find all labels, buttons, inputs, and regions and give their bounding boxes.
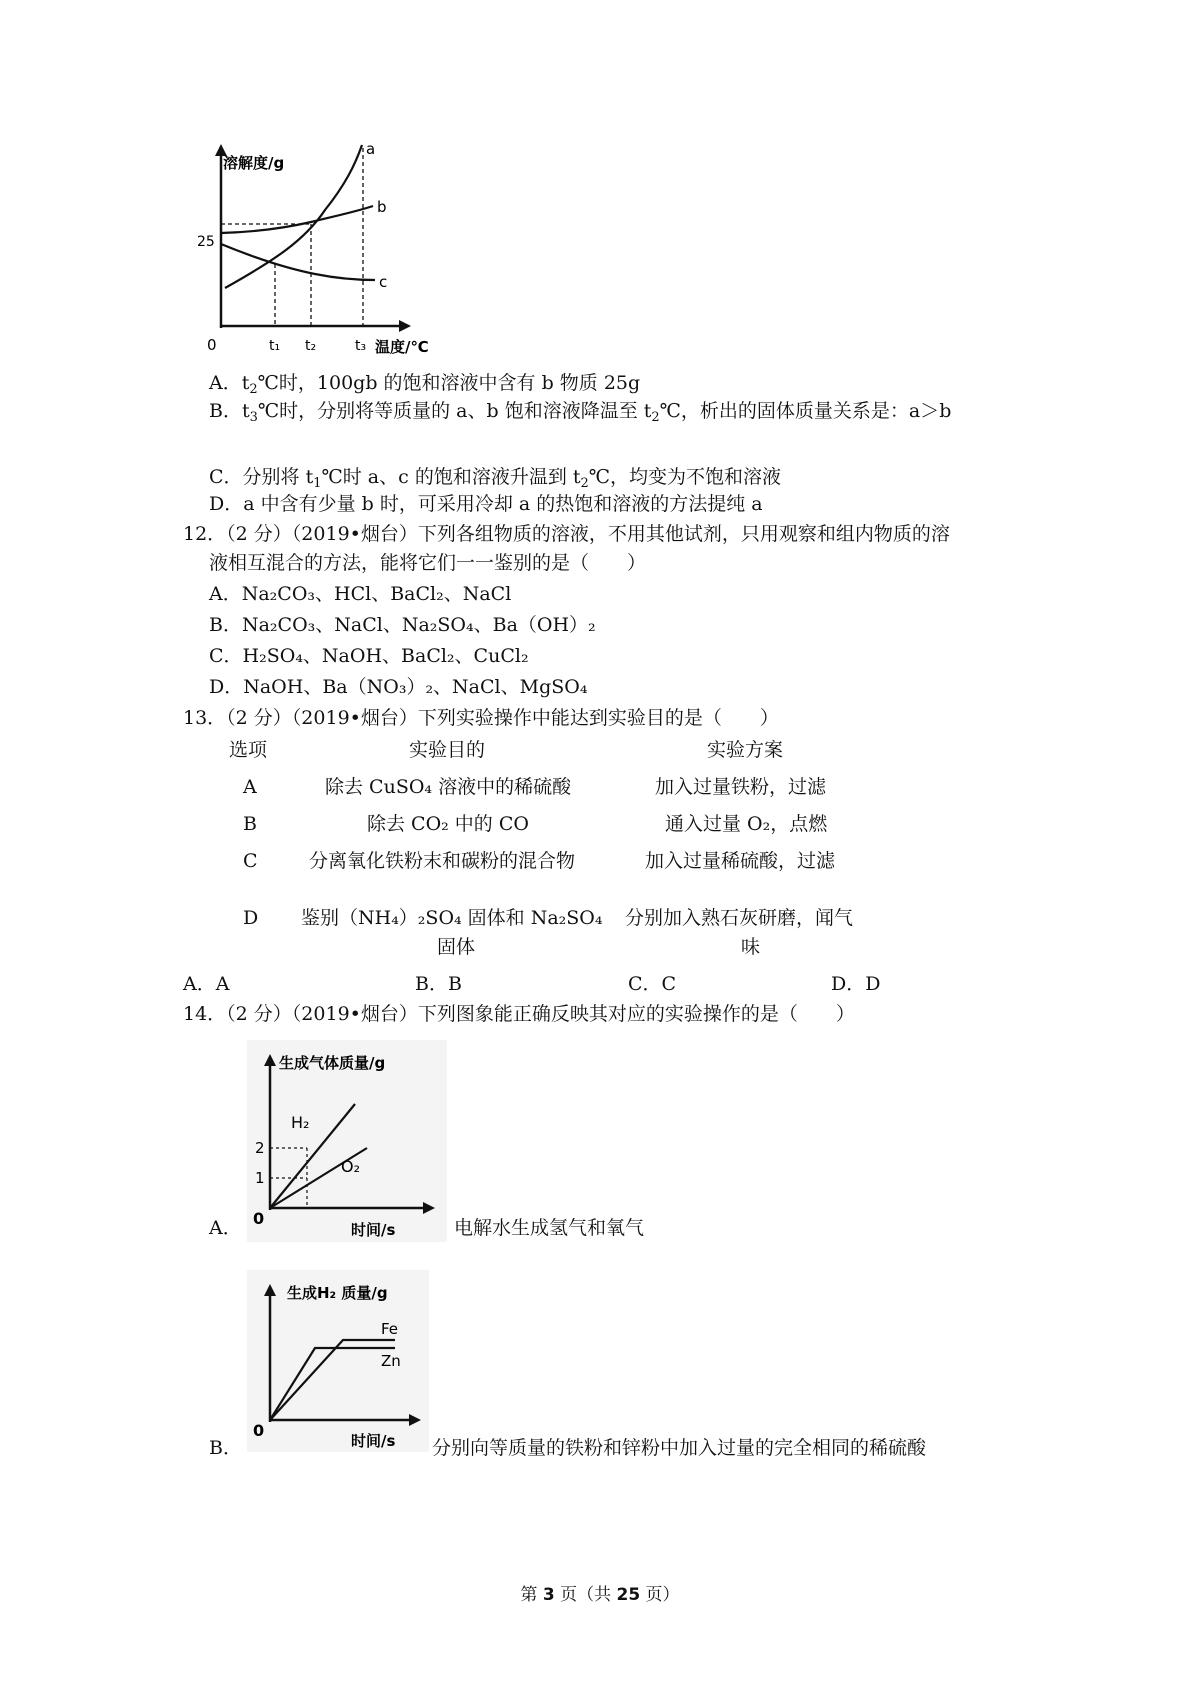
q11-option-d: D．a 中含有少量 b 时，可采用冷却 a 的热饱和溶液的方法提纯 a: [209, 493, 763, 515]
electrolysis-chart: [247, 1040, 447, 1242]
x-axis-label: 温度/℃: [375, 338, 429, 355]
q14-stem: 14．（2 分）（2019•烟台）下列图象能正确反映其对应的实验操作的是（ ）: [183, 1003, 855, 1025]
q13-answer-a: A．A: [183, 973, 230, 995]
q11-option-b: B．$t_3℃$时，分别将等质量的 a、b 饱和溶液降温至 $t_2℃$，析出的固体质量关系是：a＞b: [209, 400, 952, 425]
q13-answer-c: C．C: [628, 973, 677, 995]
q12-option-d: D．NaOH、Ba（NO₃）₂、NaCl、MgSO₄: [209, 676, 588, 698]
series-label-b: b: [377, 198, 387, 216]
table-row-c-goal: 分离氧化铁粉末和碳粉的混合物: [309, 850, 576, 872]
y-axis-label: 生成气体质量/g: [279, 1054, 386, 1072]
q12-option-a: A．Na₂CO₃、HCl、BaCl₂、NaCl: [209, 583, 512, 605]
x-axis-arrow: [399, 320, 411, 332]
series-label-o2: O₂: [341, 1157, 361, 1176]
table-header-goal: 实验目的: [409, 739, 486, 761]
metal-acid-chart: [247, 1270, 429, 1452]
q12-option-c: C．H₂SO₄、NaOH、BaCl₂、CuCl₂: [209, 645, 529, 667]
q11-option-c: C．分别将 $t_1℃$时 a、c 的饱和溶液升温到 $t_2℃$，均变为不饱和溶液: [209, 466, 782, 491]
y-axis-label: 溶解度/g: [223, 154, 285, 172]
y-axis-label: 生成H₂ 质量/g: [287, 1284, 388, 1302]
table-header-plan: 实验方案: [707, 739, 784, 761]
page-total: 25: [616, 1585, 641, 1605]
table-row-d-option: D: [243, 907, 259, 929]
table-row-a-goal: 除去 CuSO₄ 溶液中的稀硫酸: [325, 776, 572, 798]
table-row-c-plan: 加入过量稀硫酸，过滤: [645, 850, 836, 872]
table-header-option: 选项: [229, 739, 268, 761]
y-tick-25: 25: [197, 234, 215, 250]
q13-answer-d: D．D: [831, 973, 881, 995]
table-row-d-goal-cont: 固体: [437, 936, 476, 958]
curve-c: [221, 244, 375, 280]
x-tick-t3: t₃: [355, 338, 367, 354]
table-row-b-plan: 通入过量 O₂，点燃: [665, 813, 828, 835]
q13-answer-b: B．B: [415, 973, 462, 995]
table-row-a-option: A: [243, 776, 257, 798]
q14-option-a-caption: 电解水生成氢气和氧气: [454, 1217, 645, 1239]
origin-label: 0: [207, 336, 217, 354]
q12-stem-line1: 12．（2 分）（2019•烟台）下列各组物质的溶液，不用其他试剂，只用观察和组内物质的溶: [183, 523, 950, 545]
x-axis-label: 时间/s: [351, 1221, 396, 1239]
x-tick-t2: t₂: [305, 338, 317, 354]
series-label-c: c: [379, 273, 388, 291]
origin-label: 0: [253, 1421, 265, 1440]
table-row-d-goal: 鉴别（NH₄）₂SO₄ 固体和 Na₂SO₄: [301, 907, 603, 929]
q13-stem: 13．（2 分）（2019•烟台）下列实验操作中能达到实验目的是（ ）: [183, 707, 779, 729]
x-tick-t1: t₁: [269, 338, 281, 354]
table-row-d-plan-cont: 味: [741, 936, 761, 958]
series-label-zn: Zn: [381, 1352, 401, 1370]
table-row-d-plan: 分别加入熟石灰研磨，闻气: [625, 907, 854, 929]
x-axis-label: 时间/s: [351, 1432, 396, 1450]
table-row-b-option: B: [243, 813, 257, 835]
q12-option-b: B．Na₂CO₃、NaCl、Na₂SO₄、Ba（OH）₂: [209, 614, 596, 636]
table-row-a-plan: 加入过量铁粉，过滤: [655, 776, 827, 798]
series-label-fe: Fe: [381, 1320, 399, 1338]
series-label-a: a: [366, 140, 376, 158]
q14-option-a-letter: A．: [209, 1217, 242, 1239]
q12-stem-line2: 液相互混合的方法，能将它们一一鉴别的是（ ）: [209, 552, 647, 574]
q14-option-b-caption: 分别向等质量的铁粉和锌粉中加入过量的完全相同的稀硫酸: [432, 1437, 927, 1459]
q11-option-a: A．$t_2℃$时，100gb 的饱和溶液中含有 b 物质 25g: [209, 372, 641, 397]
solubility-chart: [195, 140, 455, 355]
q14-option-b-letter: B．: [209, 1437, 242, 1459]
origin-label: 0: [253, 1209, 265, 1228]
curve-b: [221, 206, 373, 233]
table-row-c-option: C: [243, 850, 258, 872]
y-tick-1: 1: [255, 1169, 265, 1187]
page-footer: 第 3 页（共 25 页）: [520, 1585, 680, 1605]
page-number: 3: [542, 1585, 555, 1605]
y-tick-2: 2: [255, 1139, 265, 1157]
table-row-b-goal: 除去 CO₂ 中的 CO: [367, 813, 529, 835]
series-label-h2: H₂: [291, 1113, 310, 1132]
